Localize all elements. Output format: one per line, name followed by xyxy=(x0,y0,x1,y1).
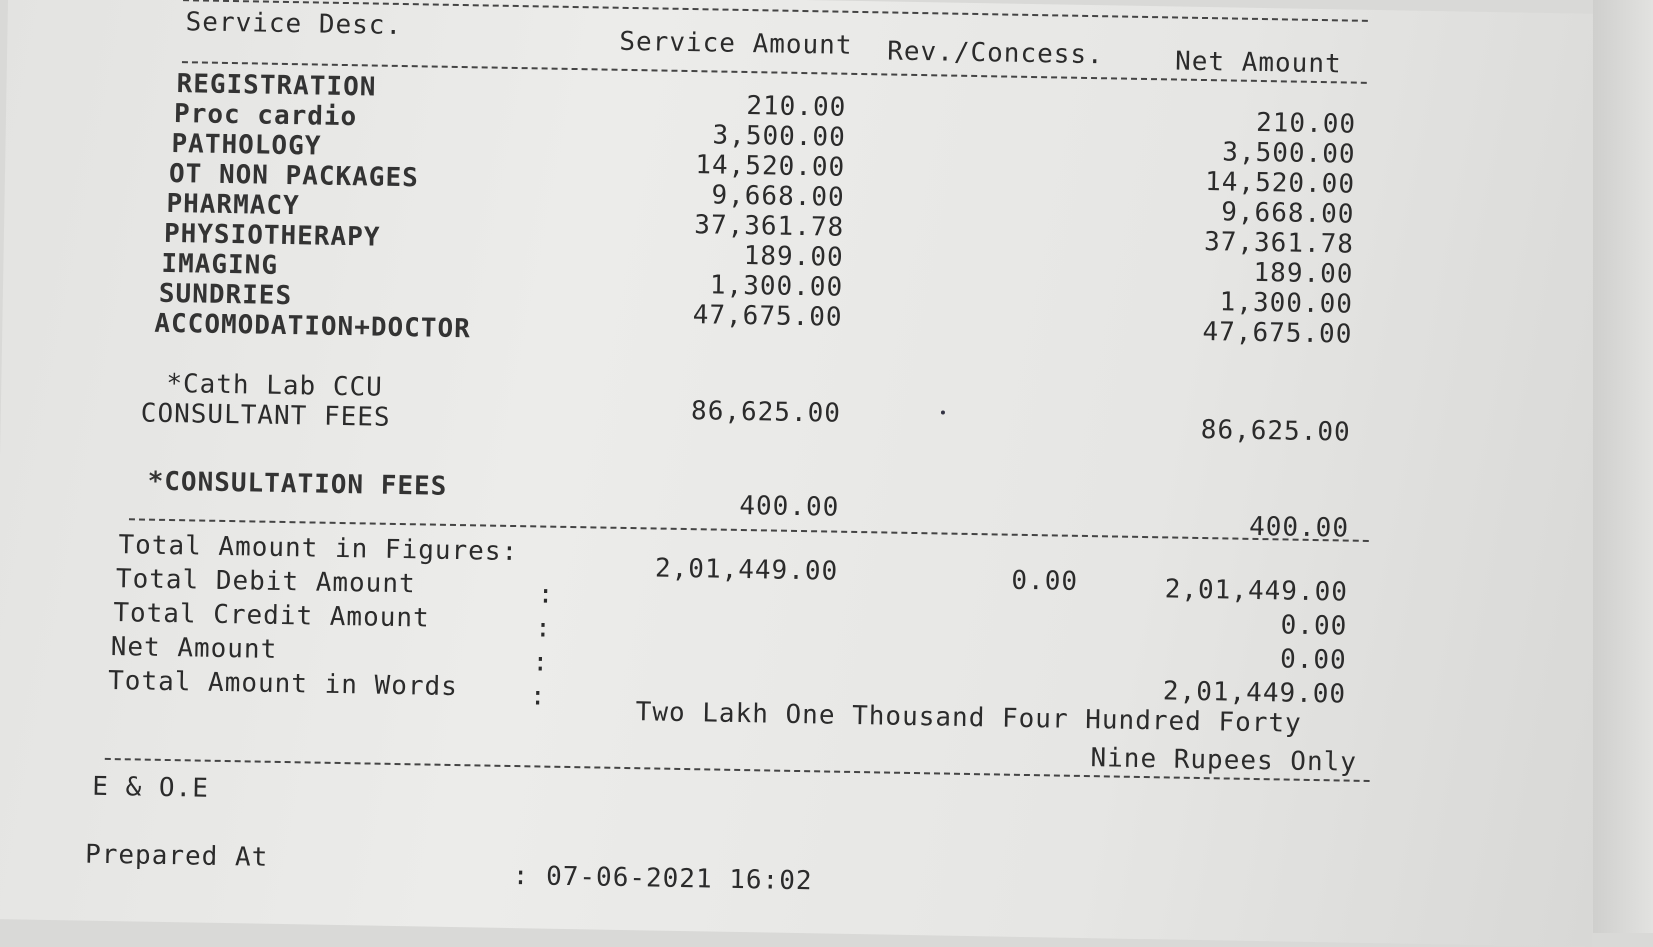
row-net-amount: 14,520.00 xyxy=(1204,167,1356,200)
total-credit-label: Total Credit Amount xyxy=(113,598,430,634)
row-net-amount: 210.00 xyxy=(1255,107,1357,140)
row-net-amount: 37,361.78 xyxy=(1203,227,1355,260)
total-words-label: Total Amount in Words xyxy=(107,665,459,703)
header-net-amount: Net Amount xyxy=(1174,46,1342,80)
net-amount-value: 2,01,449.00 xyxy=(1162,676,1347,710)
colon: : xyxy=(537,579,555,610)
row-desc: ACCOMODATION+DOCTOR xyxy=(154,308,472,345)
total-debit-label: Total Debit Amount xyxy=(115,564,416,600)
row-desc: SUNDRIES xyxy=(158,278,293,312)
row-desc: PHYSIOTHERAPY xyxy=(163,218,381,253)
cath-lab-service-amount: 86,625.00 xyxy=(690,396,842,429)
consultation-net-amount: 400.00 xyxy=(1248,511,1350,544)
colon: : xyxy=(534,613,553,644)
net-amount-label: Net Amount xyxy=(110,632,278,665)
total-words-line2: Nine Rupees Only xyxy=(1090,743,1358,778)
total-figures-service: 2,01,449.00 xyxy=(654,553,839,587)
row-service-amount: 37,361.78 xyxy=(694,210,845,243)
total-figures-concess: 0.00 xyxy=(1011,565,1079,597)
row-desc: Proc cardio xyxy=(173,99,358,133)
cath-lab-net-amount: 86,625.00 xyxy=(1200,414,1351,448)
row-desc: REGISTRATION xyxy=(176,69,377,103)
prepared-at-label: Prepared At xyxy=(84,839,269,873)
cath-lab-label: *Cath Lab CCU xyxy=(166,368,384,403)
header-service-amount: Service Amount xyxy=(619,26,853,61)
total-debit-value: 0.00 xyxy=(1280,610,1348,642)
consultant-fees-label: CONSULTANT FEES xyxy=(140,398,391,433)
total-figures-label: Total Amount in Figures: xyxy=(118,530,519,568)
ink-dot xyxy=(941,410,945,414)
consultation-service-amount: 400.00 xyxy=(739,490,840,523)
row-desc: PATHOLOGY xyxy=(171,128,322,162)
paper-edge-shadow xyxy=(1593,0,1653,933)
header-rev-concess: Rev./Concess. xyxy=(886,36,1104,71)
prepared-at-value: : 07-06-2021 16:02 xyxy=(512,861,813,897)
total-words-line1: Two Lakh One Thousand Four Hundred Forty xyxy=(635,697,1302,739)
row-net-amount: 9,668.00 xyxy=(1221,197,1355,230)
row-service-amount: 14,520.00 xyxy=(695,150,846,183)
row-service-amount: 189.00 xyxy=(743,240,844,273)
row-desc: OT NON PACKAGES xyxy=(168,158,420,194)
row-service-amount: 9,668.00 xyxy=(711,180,845,213)
eoe-note: E & O.E xyxy=(92,771,210,804)
consultation-fees-label: *CONSULTATION FEES xyxy=(147,466,448,502)
row-service-amount: 210.00 xyxy=(746,91,847,123)
row-service-amount: 3,500.00 xyxy=(712,120,847,153)
colon: : xyxy=(532,647,550,678)
colon: : xyxy=(529,681,547,712)
row-net-amount: 189.00 xyxy=(1253,257,1354,290)
row-net-amount: 3,500.00 xyxy=(1222,137,1356,170)
total-credit-value: 0.00 xyxy=(1279,644,1347,676)
row-net-amount: 1,300.00 xyxy=(1219,287,1354,320)
row-service-amount: 1,300.00 xyxy=(709,270,844,303)
row-desc: PHARMACY xyxy=(166,188,300,222)
row-service-amount: 47,675.00 xyxy=(692,300,843,333)
row-net-amount: 47,675.00 xyxy=(1202,317,1353,350)
row-desc: IMAGING xyxy=(161,248,279,281)
header-service-desc: Service Desc. xyxy=(185,7,403,41)
total-figures-net: 2,01,449.00 xyxy=(1164,574,1349,608)
